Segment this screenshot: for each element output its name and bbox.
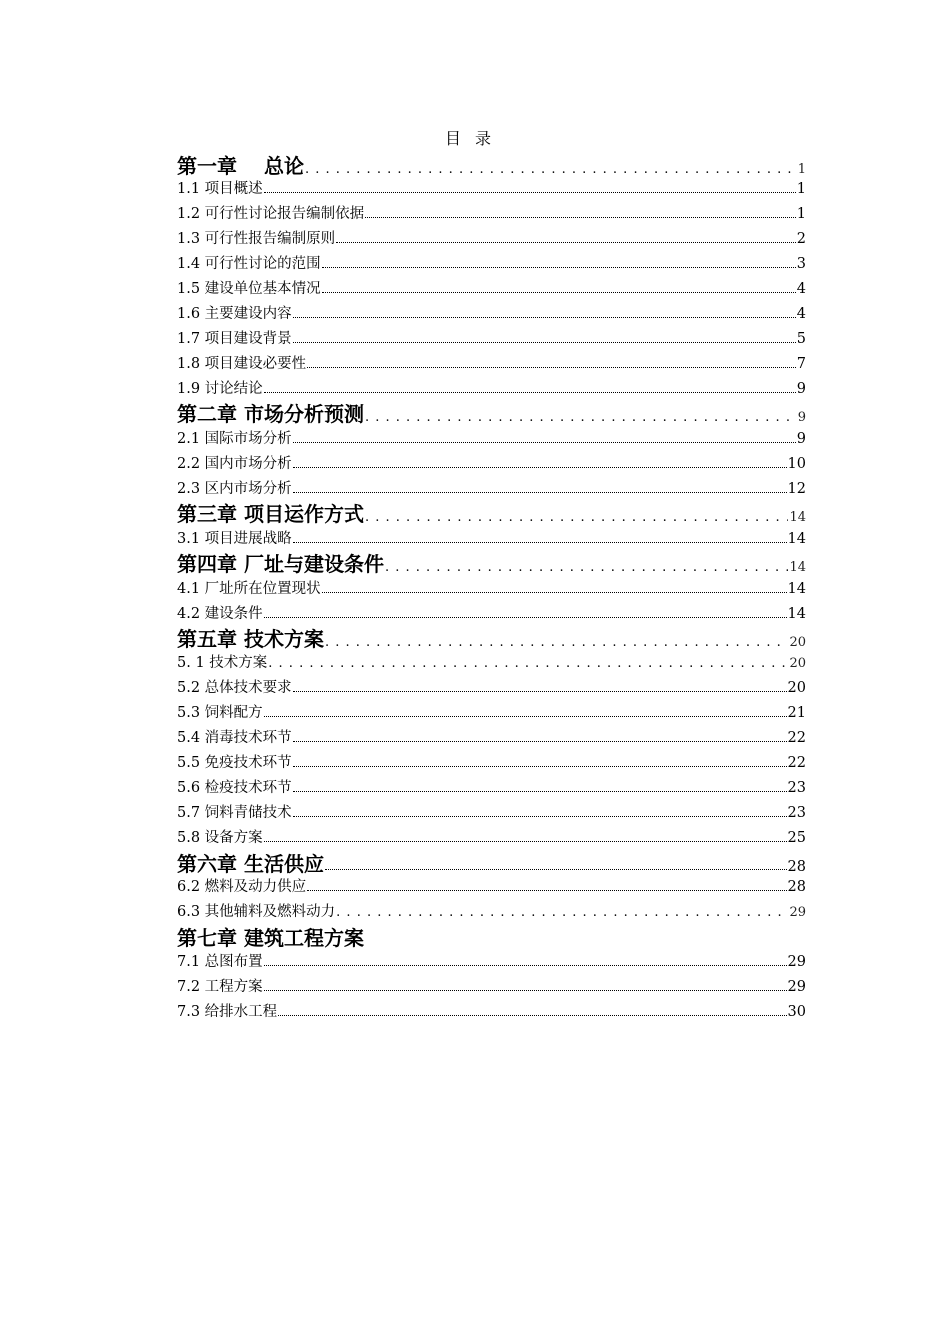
toc-entry-label: 1.5 建设单位基本情况 bbox=[177, 281, 321, 297]
toc-entry-label: 5. 1 技术方案 bbox=[177, 655, 268, 671]
dot-leader bbox=[293, 790, 787, 792]
dot-leader bbox=[385, 552, 788, 576]
toc-page-number: 4 bbox=[796, 306, 806, 322]
toc-entry-label: 1.7 项目建设背景 bbox=[177, 331, 292, 347]
toc-page-number: 22 bbox=[787, 755, 806, 771]
toc-page-number: 29 bbox=[789, 905, 806, 920]
toc-section-row[interactable] bbox=[177, 875, 806, 895]
toc-entry-label: 5.4 消毒技术环节 bbox=[177, 730, 292, 746]
toc-chapter-row[interactable] bbox=[177, 398, 806, 424]
toc-entry-label: 第四章 厂址与建设条件 bbox=[177, 552, 384, 576]
toc-section-row[interactable] bbox=[177, 177, 806, 197]
toc-section-row[interactable] bbox=[177, 726, 806, 746]
toc-section-row[interactable] bbox=[177, 801, 806, 821]
toc-page-number: 4 bbox=[796, 281, 806, 297]
dot-leader bbox=[336, 904, 788, 920]
toc-section-row[interactable] bbox=[177, 377, 806, 397]
toc-page-number: 29 bbox=[787, 954, 806, 970]
toc-entry-label: 7.3 给排水工程 bbox=[177, 1004, 278, 1020]
dot-leader bbox=[278, 1014, 786, 1016]
toc-section-row[interactable] bbox=[177, 651, 806, 671]
dot-leader bbox=[293, 466, 787, 468]
toc-page-number: 14 bbox=[789, 510, 806, 525]
toc-page-number: 22 bbox=[787, 730, 806, 746]
dot-leader bbox=[305, 154, 797, 178]
dot-leader bbox=[264, 191, 796, 193]
toc-page-number: 20 bbox=[787, 680, 806, 696]
toc-entry-label: 1.1 项目概述 bbox=[177, 181, 263, 197]
dot-leader bbox=[264, 715, 787, 717]
toc-section-row[interactable] bbox=[177, 252, 806, 272]
toc-page-number: 2 bbox=[796, 231, 806, 247]
toc-section-row[interactable] bbox=[177, 352, 806, 372]
toc-entry-label: 5.7 饲料青储技术 bbox=[177, 805, 292, 821]
dot-leader bbox=[365, 402, 797, 426]
toc-section-row[interactable] bbox=[177, 227, 806, 247]
toc-entry-label: 1.4 可行性讨论的范围 bbox=[177, 256, 321, 272]
dot-leader bbox=[336, 241, 796, 243]
toc-entry-label: 6.2 燃料及动力供应 bbox=[177, 879, 307, 895]
dot-leader bbox=[264, 616, 787, 618]
toc-page-number: 9 bbox=[797, 410, 806, 425]
toc-title: 目录 bbox=[444, 129, 505, 148]
toc-page-number: 14 bbox=[787, 581, 806, 597]
toc-page-number: 28 bbox=[787, 859, 806, 875]
toc-entry-label: 5.5 免疫技术环节 bbox=[177, 755, 292, 771]
dot-leader bbox=[307, 889, 786, 891]
toc-entry-label: 1.2 可行性讨论报告编制依据 bbox=[177, 206, 365, 222]
toc-entry-label: 2.1 国际市场分析 bbox=[177, 431, 292, 447]
toc-section-row[interactable] bbox=[177, 602, 806, 622]
toc-entry-label: 5.3 饲料配方 bbox=[177, 705, 263, 721]
dot-leader bbox=[293, 316, 796, 318]
dot-leader bbox=[322, 591, 787, 593]
toc-section-row[interactable] bbox=[177, 676, 806, 696]
toc-entry-label: 6.3 其他辅料及燃料动力 bbox=[177, 904, 336, 920]
toc-chapter-row[interactable] bbox=[177, 848, 806, 874]
dot-leader bbox=[293, 491, 787, 493]
toc-entry-label: 2.3 区内市场分析 bbox=[177, 481, 292, 497]
toc-section-row[interactable] bbox=[177, 950, 806, 970]
toc-chapter-row[interactable] bbox=[177, 548, 806, 574]
toc-section-row[interactable] bbox=[177, 277, 806, 297]
toc-entry-label: 5.6 检疫技术环节 bbox=[177, 780, 292, 796]
dot-leader bbox=[264, 989, 787, 991]
toc-entry-label: 2.2 国内市场分析 bbox=[177, 456, 292, 472]
toc-section-row[interactable] bbox=[177, 202, 806, 222]
toc-page-number: 14 bbox=[789, 560, 806, 575]
toc-page-number: 7 bbox=[796, 356, 806, 372]
toc-entry-label: 1.9 讨论结论 bbox=[177, 381, 263, 397]
toc-entry-label: 1.8 项目建设必要性 bbox=[177, 356, 307, 372]
toc-entry-label: 第二章 市场分析预测 bbox=[177, 402, 364, 426]
toc-entry-label: 第一章 总论 bbox=[177, 154, 304, 178]
toc-page-number: 25 bbox=[787, 830, 806, 846]
toc-entry-label: 第七章 建筑工程方案 bbox=[177, 926, 364, 950]
dot-leader bbox=[268, 655, 788, 671]
toc-page-number: 21 bbox=[787, 705, 806, 721]
toc-section-row[interactable] bbox=[177, 701, 806, 721]
toc-page-number: 5 bbox=[796, 331, 806, 347]
toc-section-row[interactable] bbox=[177, 577, 806, 597]
toc-page-number: 28 bbox=[787, 879, 806, 895]
dot-leader bbox=[293, 740, 787, 742]
dot-leader bbox=[293, 341, 796, 343]
toc-section-row[interactable] bbox=[177, 327, 806, 347]
toc-page-number: 30 bbox=[787, 1004, 806, 1020]
toc-entry-label: 第六章 生活供应 bbox=[177, 852, 324, 876]
toc-chapter-row[interactable] bbox=[177, 498, 806, 524]
toc-page-number: 20 bbox=[789, 656, 806, 671]
toc-page-number: 1 bbox=[796, 181, 806, 197]
toc-section-row[interactable] bbox=[177, 302, 806, 322]
dot-leader bbox=[325, 627, 788, 651]
toc-section-row[interactable] bbox=[177, 427, 806, 447]
toc-page-number: 3 bbox=[796, 256, 806, 272]
toc-page-number: 10 bbox=[787, 456, 806, 472]
dot-leader bbox=[264, 964, 787, 966]
toc-section-row[interactable] bbox=[177, 975, 806, 995]
toc-page-number: 1 bbox=[796, 206, 806, 222]
toc-section-row[interactable] bbox=[177, 900, 806, 920]
toc-entry-label: 第五章 技术方案 bbox=[177, 627, 324, 651]
toc-chapter-row[interactable] bbox=[177, 623, 806, 649]
toc-entry-label: 7.1 总图布置 bbox=[177, 954, 263, 970]
toc-entry-label: 5.8 设备方案 bbox=[177, 830, 263, 846]
dot-leader bbox=[293, 441, 796, 443]
toc-page-number: 23 bbox=[787, 805, 806, 821]
toc-page-number: 29 bbox=[787, 979, 806, 995]
dot-leader bbox=[293, 765, 787, 767]
toc-entry-label: 1.3 可行性报告编制原则 bbox=[177, 231, 336, 247]
toc-page-number: 12 bbox=[787, 481, 806, 497]
toc-section-row[interactable] bbox=[177, 1000, 806, 1020]
toc-page-number: 20 bbox=[789, 635, 806, 650]
dot-leader bbox=[365, 216, 796, 218]
toc-entry-label: 第三章 项目运作方式 bbox=[177, 502, 364, 526]
dot-leader bbox=[293, 690, 787, 692]
dot-leader bbox=[365, 502, 788, 526]
toc-section-row[interactable] bbox=[177, 826, 806, 846]
toc-page-number: 14 bbox=[787, 606, 806, 622]
dot-leader bbox=[264, 840, 787, 842]
toc-page-number: 14 bbox=[787, 531, 806, 547]
toc-entry-label: 1.6 主要建设内容 bbox=[177, 306, 292, 322]
dot-leader bbox=[325, 868, 787, 870]
toc-section-row[interactable] bbox=[177, 477, 806, 497]
toc-page-number: 1 bbox=[797, 162, 806, 177]
dot-leader bbox=[293, 815, 787, 817]
toc-entry-label: 5.2 总体技术要求 bbox=[177, 680, 292, 696]
toc-page-number: 9 bbox=[796, 381, 806, 397]
dot-leader bbox=[322, 266, 796, 268]
toc-section-row[interactable] bbox=[177, 751, 806, 771]
toc-entry-label: 7.2 工程方案 bbox=[177, 979, 263, 995]
dot-leader bbox=[322, 291, 796, 293]
toc-entry-label: 4.1 厂址所在位置现状 bbox=[177, 581, 321, 597]
toc-entry-label: 3.1 项目进展战略 bbox=[177, 531, 292, 547]
dot-leader bbox=[264, 391, 796, 393]
toc-entry-label: 4.2 建设条件 bbox=[177, 606, 263, 622]
toc-page-number: 23 bbox=[787, 780, 806, 796]
dot-leader bbox=[293, 541, 787, 543]
toc-section-row[interactable] bbox=[177, 527, 806, 547]
toc-page-number: 9 bbox=[796, 431, 806, 447]
toc-section-row[interactable] bbox=[177, 776, 806, 796]
toc-chapter-row[interactable] bbox=[177, 922, 806, 948]
dot-leader bbox=[307, 366, 796, 368]
toc-chapter-row[interactable] bbox=[177, 150, 806, 176]
toc-section-row[interactable] bbox=[177, 452, 806, 472]
